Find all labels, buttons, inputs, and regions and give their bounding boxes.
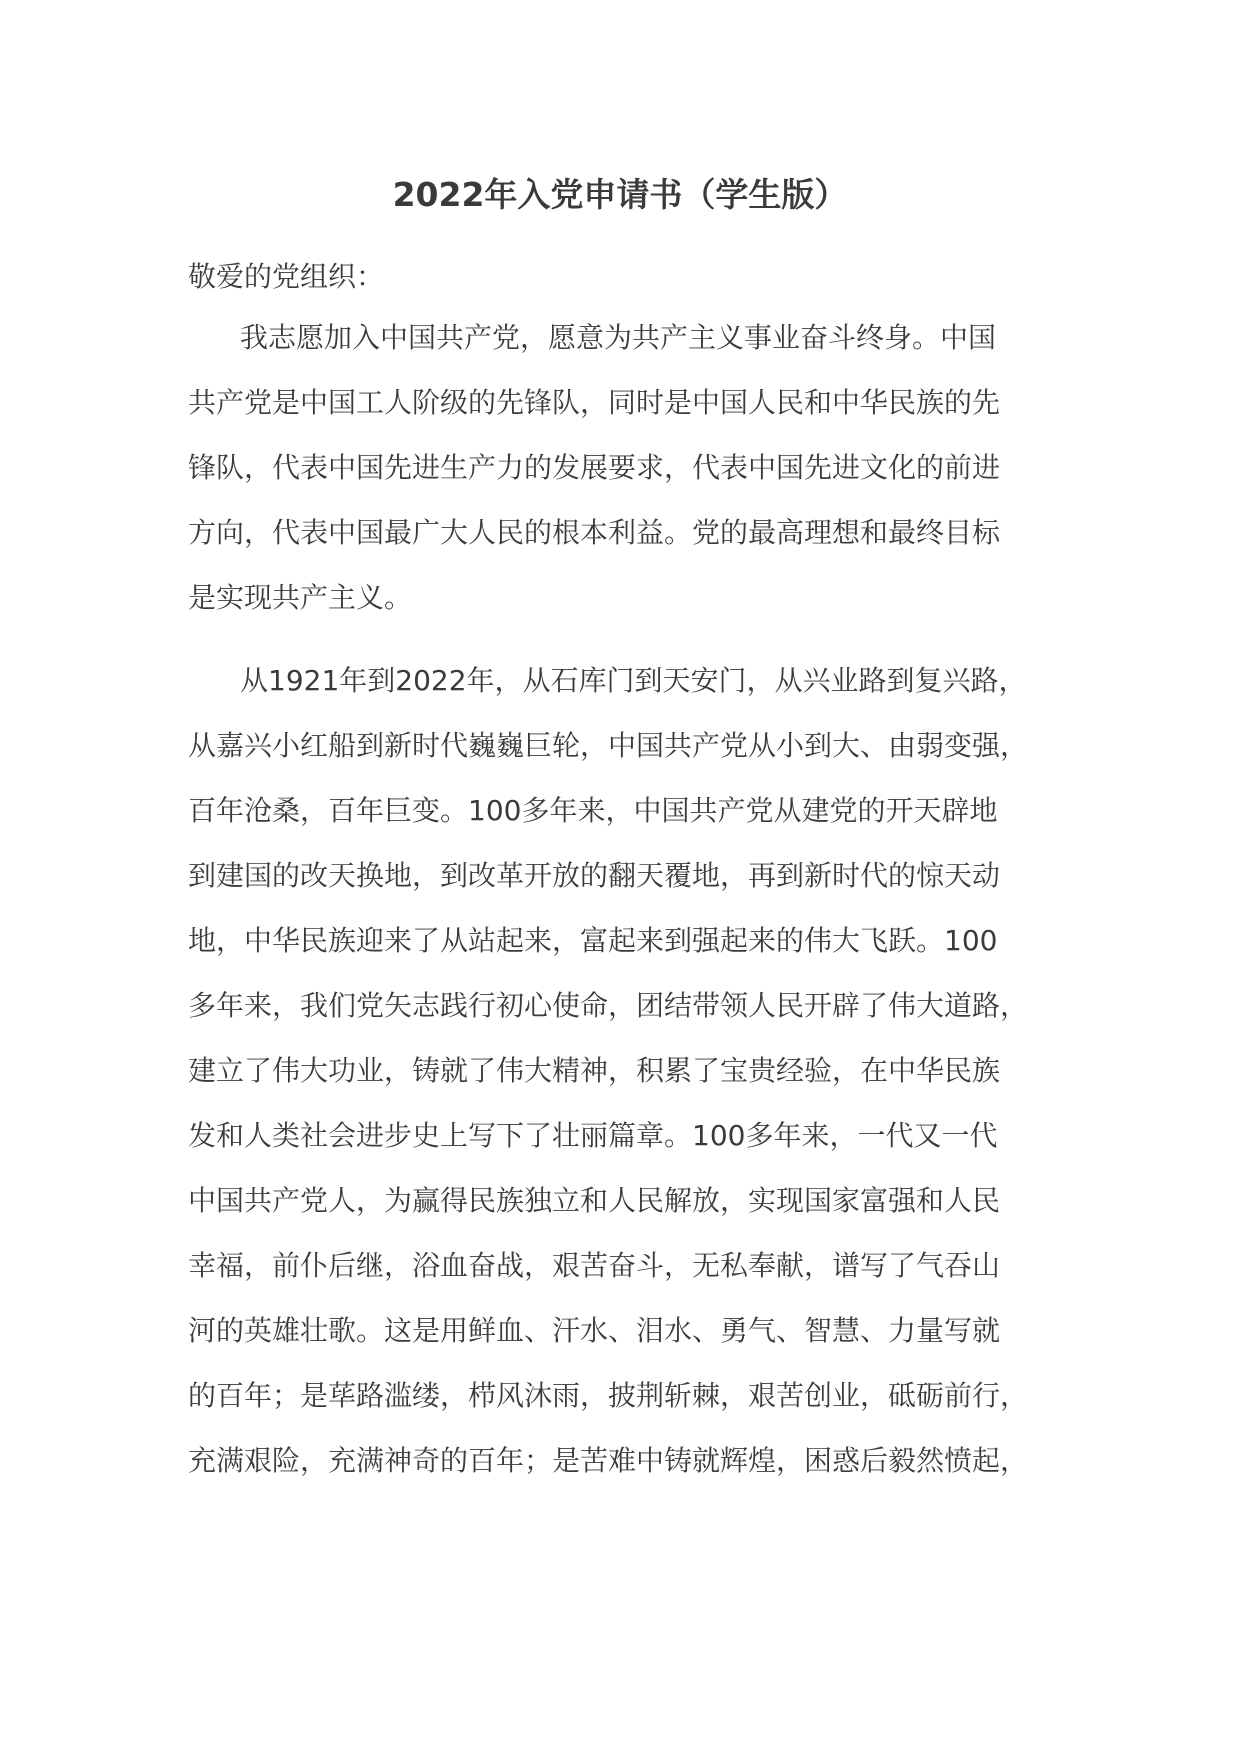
paragraph-line: 从1921年到2022年，从石库门到天安门，从兴业路到复兴路， bbox=[240, 664, 1027, 697]
paragraph-line: 地，中华民族迎来了从站起来，富起来到强起来的伟大飞跃。100 bbox=[188, 924, 998, 957]
paragraph-2 bbox=[188, 648, 1028, 1493]
paragraph-line: 百年沧桑，百年巨变。100多年来，中国共产党从建党的开天辟地 bbox=[188, 794, 998, 827]
document-title: 2022年入党申请书（学生版） bbox=[392, 175, 848, 214]
paragraph-line: 的百年；是荜路滥缕，栉风沐雨，披荆斩棘，艰苦创业，砥砺前行， bbox=[188, 1379, 1029, 1412]
paragraph-line: 是实现共产主义。 bbox=[188, 581, 413, 614]
paragraph-line: 幸福，前仆后继，浴血奋战，艰苦奋斗，无私奉献，谱写了气吞山 bbox=[188, 1249, 1001, 1282]
paragraph-line: 锋队，代表中国先进生产力的发展要求，代表中国先进文化的前进 bbox=[188, 451, 1001, 484]
paragraph-line: 我志愿加入中国共产党，愿意为共产主义事业奋斗终身。中国 bbox=[240, 321, 997, 354]
paragraph-line: 发和人类社会进步史上写下了壮丽篇章。100多年来，一代又一代 bbox=[188, 1119, 998, 1152]
paragraph-line: 从嘉兴小红船到新时代巍巍巨轮，中国共产党从小到大、由弱变强， bbox=[188, 729, 1029, 762]
paragraph-line: 方向，代表中国最广大人民的根本利益。党的最高理想和最终目标 bbox=[188, 516, 1001, 549]
paragraph-line: 到建国的改天换地，到改革开放的翻天覆地，再到新时代的惊天动 bbox=[188, 859, 1001, 892]
paragraph-line: 共产党是中国工人阶级的先锋队，同时是中国人民和中华民族的先 bbox=[188, 386, 1001, 419]
paragraph-line: 中国共产党人，为赢得民族独立和人民解放，实现国家富强和人民 bbox=[188, 1184, 1001, 1217]
paragraph-line: 充满艰险，充满神奇的百年；是苦难中铸就辉煌，困惑后毅然愤起， bbox=[188, 1444, 1029, 1477]
paragraph-line: 多年来，我们党矢志践行初心使命，团结带领人民开辟了伟大道路， bbox=[188, 989, 1029, 1022]
paragraph-line: 建立了伟大功业，铸就了伟大精神，积累了宝贵经验，在中华民族 bbox=[188, 1054, 1001, 1087]
paragraph-1 bbox=[188, 305, 1000, 630]
salutation: 敬爱的党组织： bbox=[188, 260, 385, 293]
paragraph-line: 河的英雄壮歌。这是用鲜血、汗水、泪水、勇气、智慧、力量写就 bbox=[188, 1314, 1001, 1347]
